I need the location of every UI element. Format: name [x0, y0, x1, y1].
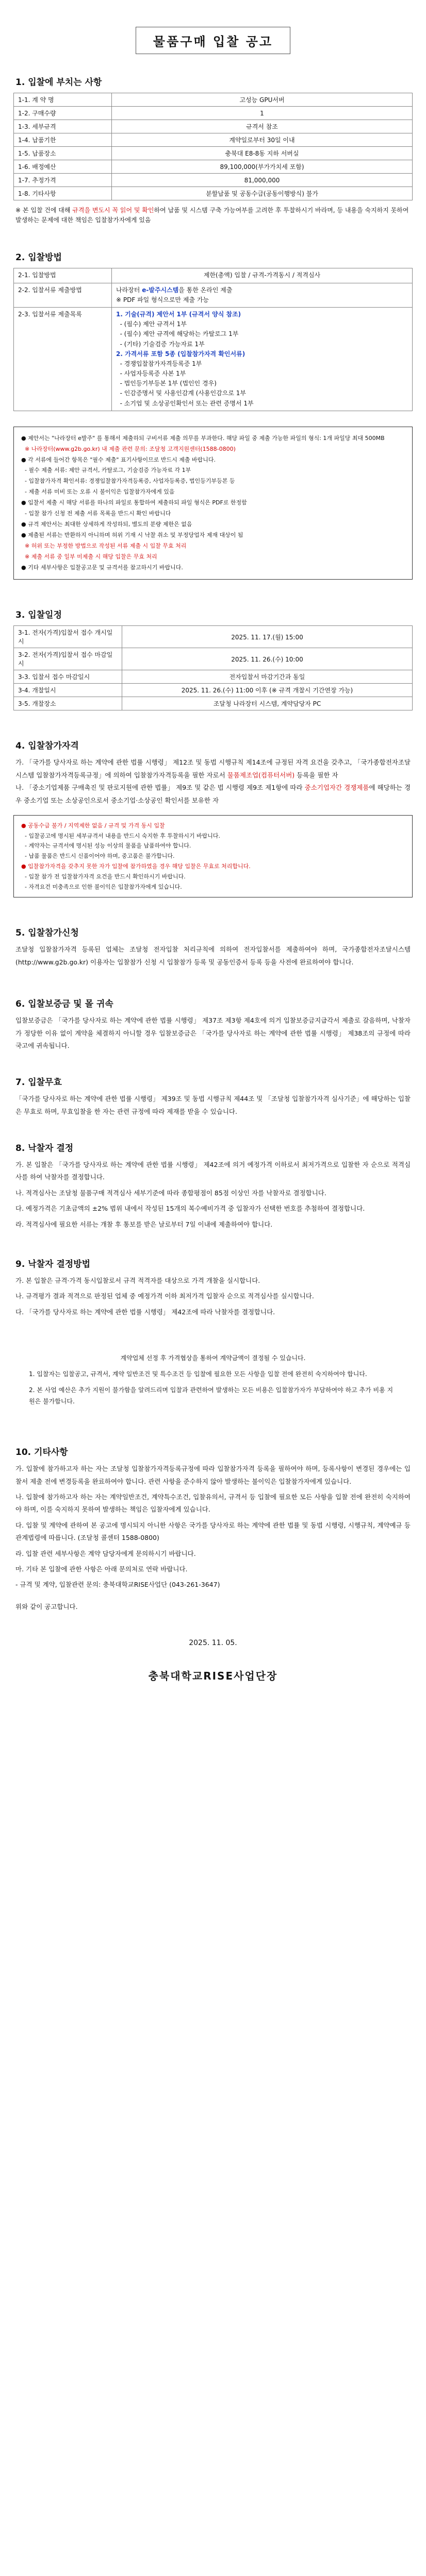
- row-key: 3-4. 개찰일시: [14, 684, 122, 697]
- table-row: [14, 174, 413, 187]
- warning-line: - 입찰공고에 명시된 세부규격서 내용을 반드시 숙지한 후 투찰하시기 바랍니다.: [21, 832, 220, 839]
- closing-text: 위와 같이 공고합니다.: [15, 1602, 78, 1611]
- notice-line: ● 규격 제안서는 최대한 상세하게 작성하되, 별도의 분량 제한은 없음: [21, 520, 192, 528]
- table-row: [14, 187, 413, 200]
- table-row: [14, 626, 413, 648]
- list-item: - (필수) 제안 규격에 해당하는 카탈로그 1부: [116, 330, 239, 338]
- announcement-date: 2025. 11. 05.: [189, 1639, 237, 1648]
- row-key: 1-7. 추정가격: [14, 174, 112, 187]
- row-key: 2-1. 입찰방법: [14, 268, 112, 283]
- notice-line: ● 입찰서 제출 시 해당 서류를 하나의 파일로 통합하여 제출하되 파일 형식은 PDF로 한정함: [21, 499, 247, 506]
- row-value: 고성능 GPU서버: [112, 93, 413, 107]
- notice-line: ● 기타 세부사항은 입찰공고문 및 규격서를 참고하시기 바랍니다.: [21, 564, 183, 571]
- section-8-list: [15, 1159, 411, 1231]
- row-value: 제한(총액) 입찰 / 규격-가격동시 / 적격심사: [112, 268, 413, 283]
- row-value: 전자입찰서 마감기간과 동일: [122, 670, 413, 684]
- table-row: [14, 697, 413, 710]
- list-item: - 경쟁입찰참가자격등록증 1부: [116, 360, 202, 367]
- table-row: [14, 648, 413, 670]
- list-item: - 인감증명서 및 사용인감계 (사용인감으로 1부: [116, 389, 247, 397]
- warning-line: ● 공동수급 불가 / 지역제한 없음 / 규격 및 가격 동시 입찰: [21, 822, 165, 829]
- row-key: 1-4. 납품기한: [14, 133, 112, 147]
- list-item: 가. 본 입찰은 「국가를 당사자로 하는 계약에 관한 법률 시행령」 제42조에 의거 예정가격 이하로서 최저가격으로 입찰한 자 순으로 적격심사를 하여 낙찰자를 결정합니다.: [15, 1161, 411, 1181]
- row-value: 충북대 E8-8동 지하 서버실: [112, 147, 413, 160]
- table-row: [14, 107, 413, 120]
- list-item: 가. 입찰에 참가하고자 하는 자는 조달청 입찰참가자격등록규정에 따라 입찰참가자격 등록을 필하여야 하며, 등록사항이 변경된 경우에는 입찰서 제출 전에 변경등록을 완료하여야 합니다. 관련 사항을 준수하지 않아 발생하는 불이익은 입찰참가자에게 있습니다.: [15, 1465, 411, 1485]
- notice-line: ※ 나라장터(www.g2b.go.kr) 내 제출 관련 문의: 조달청 고객지원센터(1588-0800): [21, 445, 236, 452]
- section-9-heading: 9. 낙찰자 결정방법: [15, 1259, 91, 1269]
- section-1-heading: 1. 입찰에 부치는 사항: [15, 77, 102, 88]
- section-2-heading: 2. 입찰방법: [15, 252, 62, 263]
- notice-line: ※ 허위 또는 부정한 방법으로 작성된 서류 제출 시 입찰 무효 처리: [21, 542, 187, 549]
- schedule-table: [13, 625, 413, 710]
- row-key: 3-2. 전자(가격)입찰서 접수 마감일시: [14, 648, 122, 670]
- row-value: 1: [112, 107, 413, 120]
- list-item: - 법인등기부등본 1부 (법인인 경우): [116, 380, 217, 387]
- list-item: 라. 입찰 관련 세부사항은 계약 담당자에게 문의하시기 바랍니다.: [15, 1549, 196, 1557]
- row-key: 3-5. 개찰장소: [14, 697, 122, 710]
- list-item: 가. 본 입찰은 규격·가격 동시입찰로서 규격 적격자를 대상으로 가격 개찰을 실시합니다.: [15, 1276, 260, 1284]
- section-7-heading: 7. 입찰무효: [15, 1077, 62, 1088]
- list-item: 마. 기타 본 입찰에 관한 사항은 아래 문의처로 연락 바랍니다.: [15, 1565, 188, 1573]
- table-row: [14, 283, 413, 307]
- section-1-note: ※ 본 입찰 건에 대해 규격을 변도시 꼭 읽어 및 확인하여 납품 및 시스템 구축 가능여부를 고려한 후 투찰하시기 바라며, 등 내용을 숙지하지 못하여 발생하는 문제에 대한 책임은 입찰참가자에게 있음: [15, 207, 409, 224]
- table-row: [14, 670, 413, 684]
- row-value: 2025. 11. 26.(수) 11:00 이후 (※ 규격 개찰시 기간연장 가능): [122, 684, 413, 697]
- list-item: 나. 규격평가 결과 적격으로 판정된 업체 중 예정가격 이하 최저가격 입찰자 순으로 적격심사를 실시합니다.: [15, 1292, 314, 1300]
- row-value: [112, 307, 413, 411]
- note-line: 계약업체 선정 후 가격협상을 통하여 계약금액이 결정될 수 있습니다.: [120, 1354, 306, 1362]
- notice-line: ● 제안서는 "나라장터 e발주" 를 통해서 제출하되 구비서류 제출 의무를 부과한다. 해당 파일 중 제출 가능한 파일의 형식: 1개 파일당 최대 500MB: [21, 434, 385, 442]
- notice-line: - 입찰참가자격 확인서류: 경쟁입찰참가자격등록증, 사업자등록증, 법인등기부등본 등: [21, 478, 235, 485]
- row-value: 2025. 11. 26.(수) 10:00: [122, 648, 413, 670]
- row-value: 89,100,000(부가가치세 포함): [112, 160, 413, 174]
- section-7-para: 「국가를 당사자로 하는 계약에 관한 법률 시행령」 제39조 및 동법 시행규칙 제44조 및 「조달청 입찰참가자격 심사기준」에 해당하는 입찰은 무효로 하며, 무효입찰을 한 자는 관련 규정에 따라 제재를 받을 수 있습니다.: [15, 1095, 411, 1115]
- row-value: 계약일로부터 30일 이내: [112, 133, 413, 147]
- row-value: 81,000,000: [112, 174, 413, 187]
- overview-table: [13, 93, 413, 200]
- list-item: 다. 「국가를 당사자로 하는 계약에 관한 법률 시행령」 제42조에 따라 낙찰자를 결정합니다.: [15, 1308, 275, 1316]
- page-title: 물품구매 입찰 공고: [136, 27, 290, 54]
- warning-line: - 자격요건 미충족으로 인한 불이익은 입찰참가자에게 있습니다.: [21, 883, 182, 890]
- notice-box: [13, 427, 413, 580]
- row-key: 2-3. 입찰서류 제출목록: [14, 307, 112, 411]
- section-10-list: [15, 1463, 411, 1591]
- section-9-list: [15, 1275, 411, 1318]
- table-row: [14, 133, 413, 147]
- section-6-para: 입찰보증금은 「국가를 당사자로 하는 계약에 관한 법률 시행령」 제37조 제3항 제4호에 의거 입찰보증금지급각서 제출로 갈음하며, 낙찰자가 정당한 이유 없이 계약을 체결하지 아니할 경우 입찰보증금은 「국가를 당사자로 하는 계약에 관한 법률 시행령」 제38조의 규정에 따라 국고에 귀속됩니다.: [15, 1016, 411, 1049]
- list-item: 다. 입찰 및 계약에 관하여 본 공고에 명시되지 아니한 사항은 국가를 당사자로 하는 계약에 관한 법률 및 동법 시행령, 시행규칙, 계약예규 등 관계법령에 따릅니다. (조달청 콜센터 1588-0800): [15, 1521, 411, 1542]
- list-item: 2. 가격서류 포함 5종 (입찰참가자격 확인서류): [116, 350, 245, 358]
- list-item: - 소기업 및 소상공인확인서 또는 관련 증명서 1부: [116, 399, 254, 407]
- section-4-para-2: 나. 「중소기업제품 구매촉진 및 판로지원에 관한 법률」 제9조 및 같은 법 시행령 제9조 제1항에 따라 중소기업자간 경쟁제품에 해당하는 경우 중소기업 또는 소상공인으로서 중소기업·소상공인 확인서를 보유한 자: [15, 784, 411, 804]
- row-value: 조달청 나라장터 시스템, 계약담당자 PC: [122, 697, 413, 710]
- warning-line: - 납품 물품은 반드시 신품이어야 하며, 중고품은 불가합니다.: [21, 853, 175, 860]
- list-item: - 사업자등록증 사본 1부: [116, 370, 186, 378]
- section-5-para: 조달청 입찰참가자격 등록된 업체는 조달청 전자입찰 처리규칙에 의하여 전자입찰서를 제출하여야 하며, 국가종합전자조달시스템(http://www.g2b.go.kr) 이용자는 입찰참가 신청 시 입찰참가 등록 및 공동인증서 등록 등을 사전에 완료하여야 합니다.: [15, 945, 411, 966]
- table-row: [14, 268, 413, 283]
- table-row: [14, 120, 413, 133]
- table-row: [14, 684, 413, 697]
- notice-line: ※ 제출 서류 중 일부 미제출 시 해당 입찰은 무효 처리: [21, 553, 157, 560]
- list-item: 다. 예정가격은 기초금액의 ±2% 범위 내에서 작성된 15개의 복수예비가격 중 입찰자가 선택한 번호를 추첨하여 결정합니다.: [15, 1205, 365, 1213]
- row-key: 1-8. 기타사항: [14, 187, 112, 200]
- notice-line: - 입찰 참가 신청 전 제출 서류 목록을 반드시 확인 바랍니다: [21, 510, 171, 517]
- row-key: 2-2. 입찰서류 제출방법: [14, 283, 112, 307]
- list-item: 나. 적격심사는 조달청 물품구매 적격심사 세부기준에 따라 종합평점이 85점 이상인 자를 낙찰자로 결정합니다.: [15, 1189, 326, 1197]
- row-key: 1-2. 구매수량: [14, 107, 112, 120]
- table-row: [14, 93, 413, 107]
- signature-block: [13, 1639, 413, 1683]
- note-line: 1. 입찰자는 입찰공고, 규격서, 계약 일반조건 및 특수조건 등 입찰에 필요한 모든 사항을 입찰 전에 완전히 숙지하여야 합니다.: [29, 1370, 367, 1378]
- warning-line: - 입찰 참가 전 입찰참가자격 요건을 반드시 확인하시기 바랍니다.: [21, 873, 186, 880]
- row-key: 1-5. 납품장소: [14, 147, 112, 160]
- row-value: 2025. 11. 17.(월) 15:00: [122, 626, 413, 648]
- notice-line: - 제출 서류 미비 또는 오류 시 불이익은 입찰참가자에게 있음: [21, 488, 175, 496]
- list-item: 나. 입찰에 참가하고자 하는 자는 계약일반조건, 계약특수조건, 입찰유의서, 규격서 등 입찰에 필요한 모든 사항을 입찰 전에 완전히 숙지하여야 하며, 이를 숙지하지 못하여 발생하는 책임은 입찰자에게 있습니다.: [15, 1493, 411, 1514]
- notice-line: - 필수 제출 서류: 제안 규격서, 카탈로그, 기술검증 가능자료 각 1부: [21, 467, 191, 474]
- notice-line: ● 각 서류에 들어간 항목은 "필수 제출" 표기사항이므로 반드시 제출 바랍니다.: [21, 456, 216, 463]
- table-row: [14, 147, 413, 160]
- list-item: - 규격 및 계약, 입찰관련 문의: 충북대학교RISE사업단 (043-261-3647): [15, 1581, 220, 1589]
- section-4-para-1: 가. 「국가를 당사자로 하는 계약에 관한 법률 시행령」 제12조 및 동법 시행규칙 제14조에 규정된 자격 요건을 갖추고, 「국가종합전자조달시스템 입찰참가자격등록규정」에 의하여 입찰참가자격등록을 필한 자로서 물품제조업(컴퓨터서버) 등록을 필한 자: [15, 758, 411, 779]
- row-key: 1-6. 배정예산: [14, 160, 112, 174]
- list-item: 1. 기술(규격) 제안서 1부 (규격서 양식 참조): [116, 310, 241, 318]
- section-4-heading: 4. 입찰참가자격: [15, 741, 79, 752]
- notice-line: ● 제출된 서류는 반환하지 아니하며 허위 기재 시 낙찰 취소 및 부정당업자 제재 대상이 됨: [21, 531, 243, 538]
- list-item: - (필수) 제안 규격서 1부: [116, 320, 187, 328]
- note-line: 2. 본 사업 예산은 추가 지원이 불가함을 알려드리며 입찰과 관련하여 발생하는 모든 비용은 입찰참가자가 부담하여야 하고 추가 비용 지원은 불가합니다.: [29, 1386, 394, 1405]
- row-value: 규격서 참조: [112, 120, 413, 133]
- warning-box: [13, 815, 413, 898]
- row-value: 나라장터 e-발주시스템을 통한 온라인 제출 ※ PDF 파일 형식으로만 제출 가능: [112, 283, 413, 307]
- list-item: - (기타) 기술검증 가능자료 1부: [116, 340, 205, 348]
- warning-line: ● 입찰참가자격을 갖추지 못한 자가 입찰에 참가하였을 경우 해당 입찰은 무효로 처리합니다.: [21, 863, 251, 870]
- section-6-heading: 6. 입찰보증금 및 몰 귀속: [15, 999, 113, 1010]
- row-key: 1-1. 계 약 명: [14, 93, 112, 107]
- bid-method-table: [13, 268, 413, 411]
- warning-line: - 계약자는 규격서에 명시된 성능 이상의 물품을 납품하여야 합니다.: [21, 842, 191, 850]
- table-row: [14, 307, 413, 411]
- section-3-heading: 3. 입찰일정: [15, 610, 62, 621]
- row-key: 1-3. 세부규격: [14, 120, 112, 133]
- row-key: 3-3. 입찰서 접수 마감일시: [14, 670, 122, 684]
- table-row: [14, 160, 413, 174]
- list-item: 라. 적격심사에 필요한 서류는 개찰 후 통보를 받은 날로부터 7일 이내에 제출하여야 합니다.: [15, 1220, 273, 1228]
- row-value: 분할납품 및 공동수급(공동이행방식) 불가: [112, 187, 413, 200]
- section-10-heading: 10. 기타사항: [15, 1447, 68, 1458]
- section-5-heading: 5. 입찰참가신청: [15, 928, 79, 939]
- row-key: 3-1. 전자(가격)입찰서 접수 개시일시: [14, 626, 122, 648]
- issuing-organization: 충북대학교RISE사업단장: [148, 1670, 278, 1683]
- section-8-heading: 8. 낙찰자 결정: [15, 1143, 74, 1154]
- middle-notes: [29, 1352, 397, 1408]
